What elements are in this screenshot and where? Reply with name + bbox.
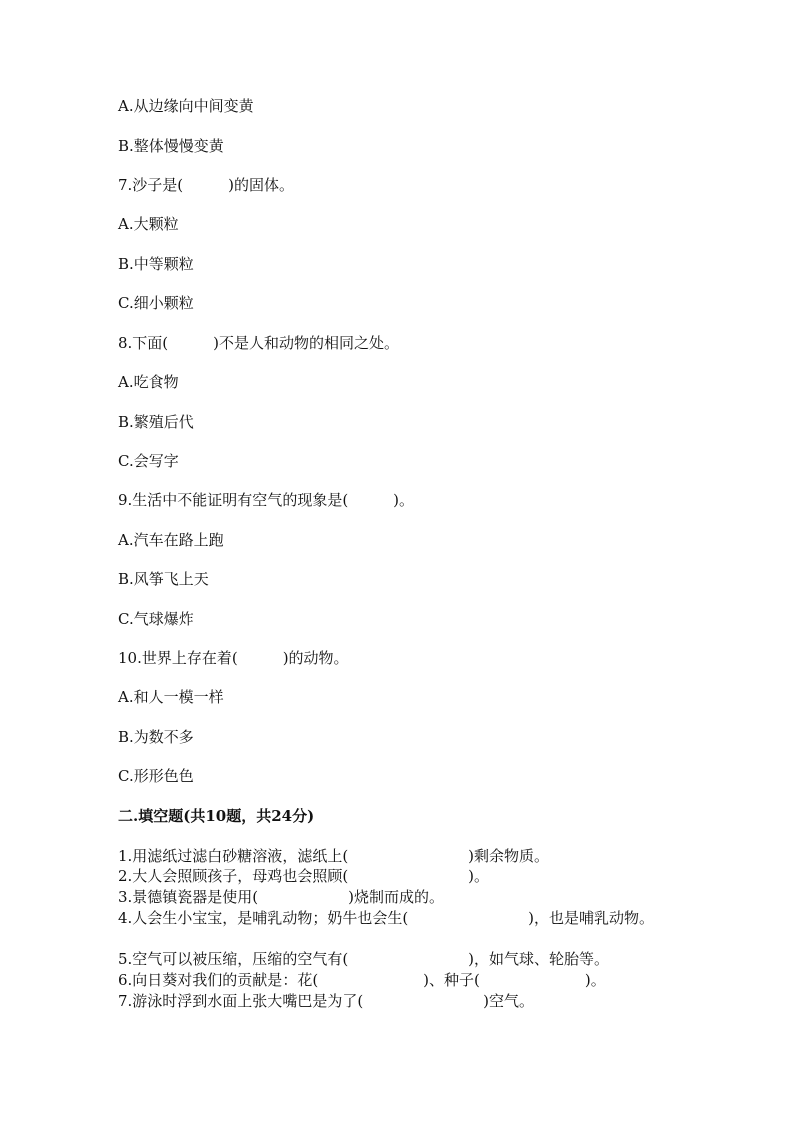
q8-option-b: B.繁殖后代: [118, 413, 194, 431]
fill-question-5: 5.空气可以被压缩，压缩的空气有( )，如气球、轮胎等。: [118, 950, 610, 968]
q10-option-a: A.和人一模一样: [118, 688, 224, 706]
q7-option-b: B.中等颗粒: [118, 255, 194, 273]
section-title-fill-in: 二.填空题(共10题，共24分): [118, 807, 315, 825]
fill-question-7: 7.游泳时浮到水面上张大嘴巴是为了( )空气。: [118, 992, 535, 1010]
q10-option-c: C.形形色色: [118, 767, 194, 785]
q9-option-a: A.汽车在路上跑: [118, 531, 224, 549]
q9-option-c: C.气球爆炸: [118, 610, 194, 628]
q8-question: 8.下面( )不是人和动物的相同之处。: [118, 334, 400, 352]
q6-option-a: A.从边缘向中间变黄: [118, 97, 254, 115]
q8-option-c: C.会写字: [118, 452, 179, 470]
fill-question-6: 6.向日葵对我们的贡献是：花( )、种子( )。: [118, 971, 606, 989]
fill-question-1: 1.用滤纸过滤白砂糖溶液，滤纸上( )剩余物质。: [118, 847, 550, 865]
fill-question-3: 3.景德镇瓷器是使用( )烧制而成的。: [118, 888, 445, 906]
q6-option-b: B.整体慢慢变黄: [118, 137, 224, 155]
fill-question-2: 2.大人会照顾孩子，母鸡也会照顾( )。: [118, 867, 490, 885]
q7-option-c: C.细小颗粒: [118, 294, 194, 312]
q8-option-a: A.吃食物: [118, 373, 179, 391]
q9-option-b: B.风筝飞上天: [118, 570, 209, 588]
q9-question: 9.生活中不能证明有空气的现象是( )。: [118, 491, 415, 509]
fill-question-4: 4.人会生小宝宝，是哺乳动物；奶牛也会生( )，也是哺乳动物。: [118, 909, 655, 927]
q7-option-a: A.大颗粒: [118, 215, 179, 233]
q7-question: 7.沙子是( )的固体。: [118, 176, 295, 194]
q10-option-b: B.为数不多: [118, 728, 194, 746]
q10-question: 10.世界上存在着( )的动物。: [118, 649, 349, 667]
